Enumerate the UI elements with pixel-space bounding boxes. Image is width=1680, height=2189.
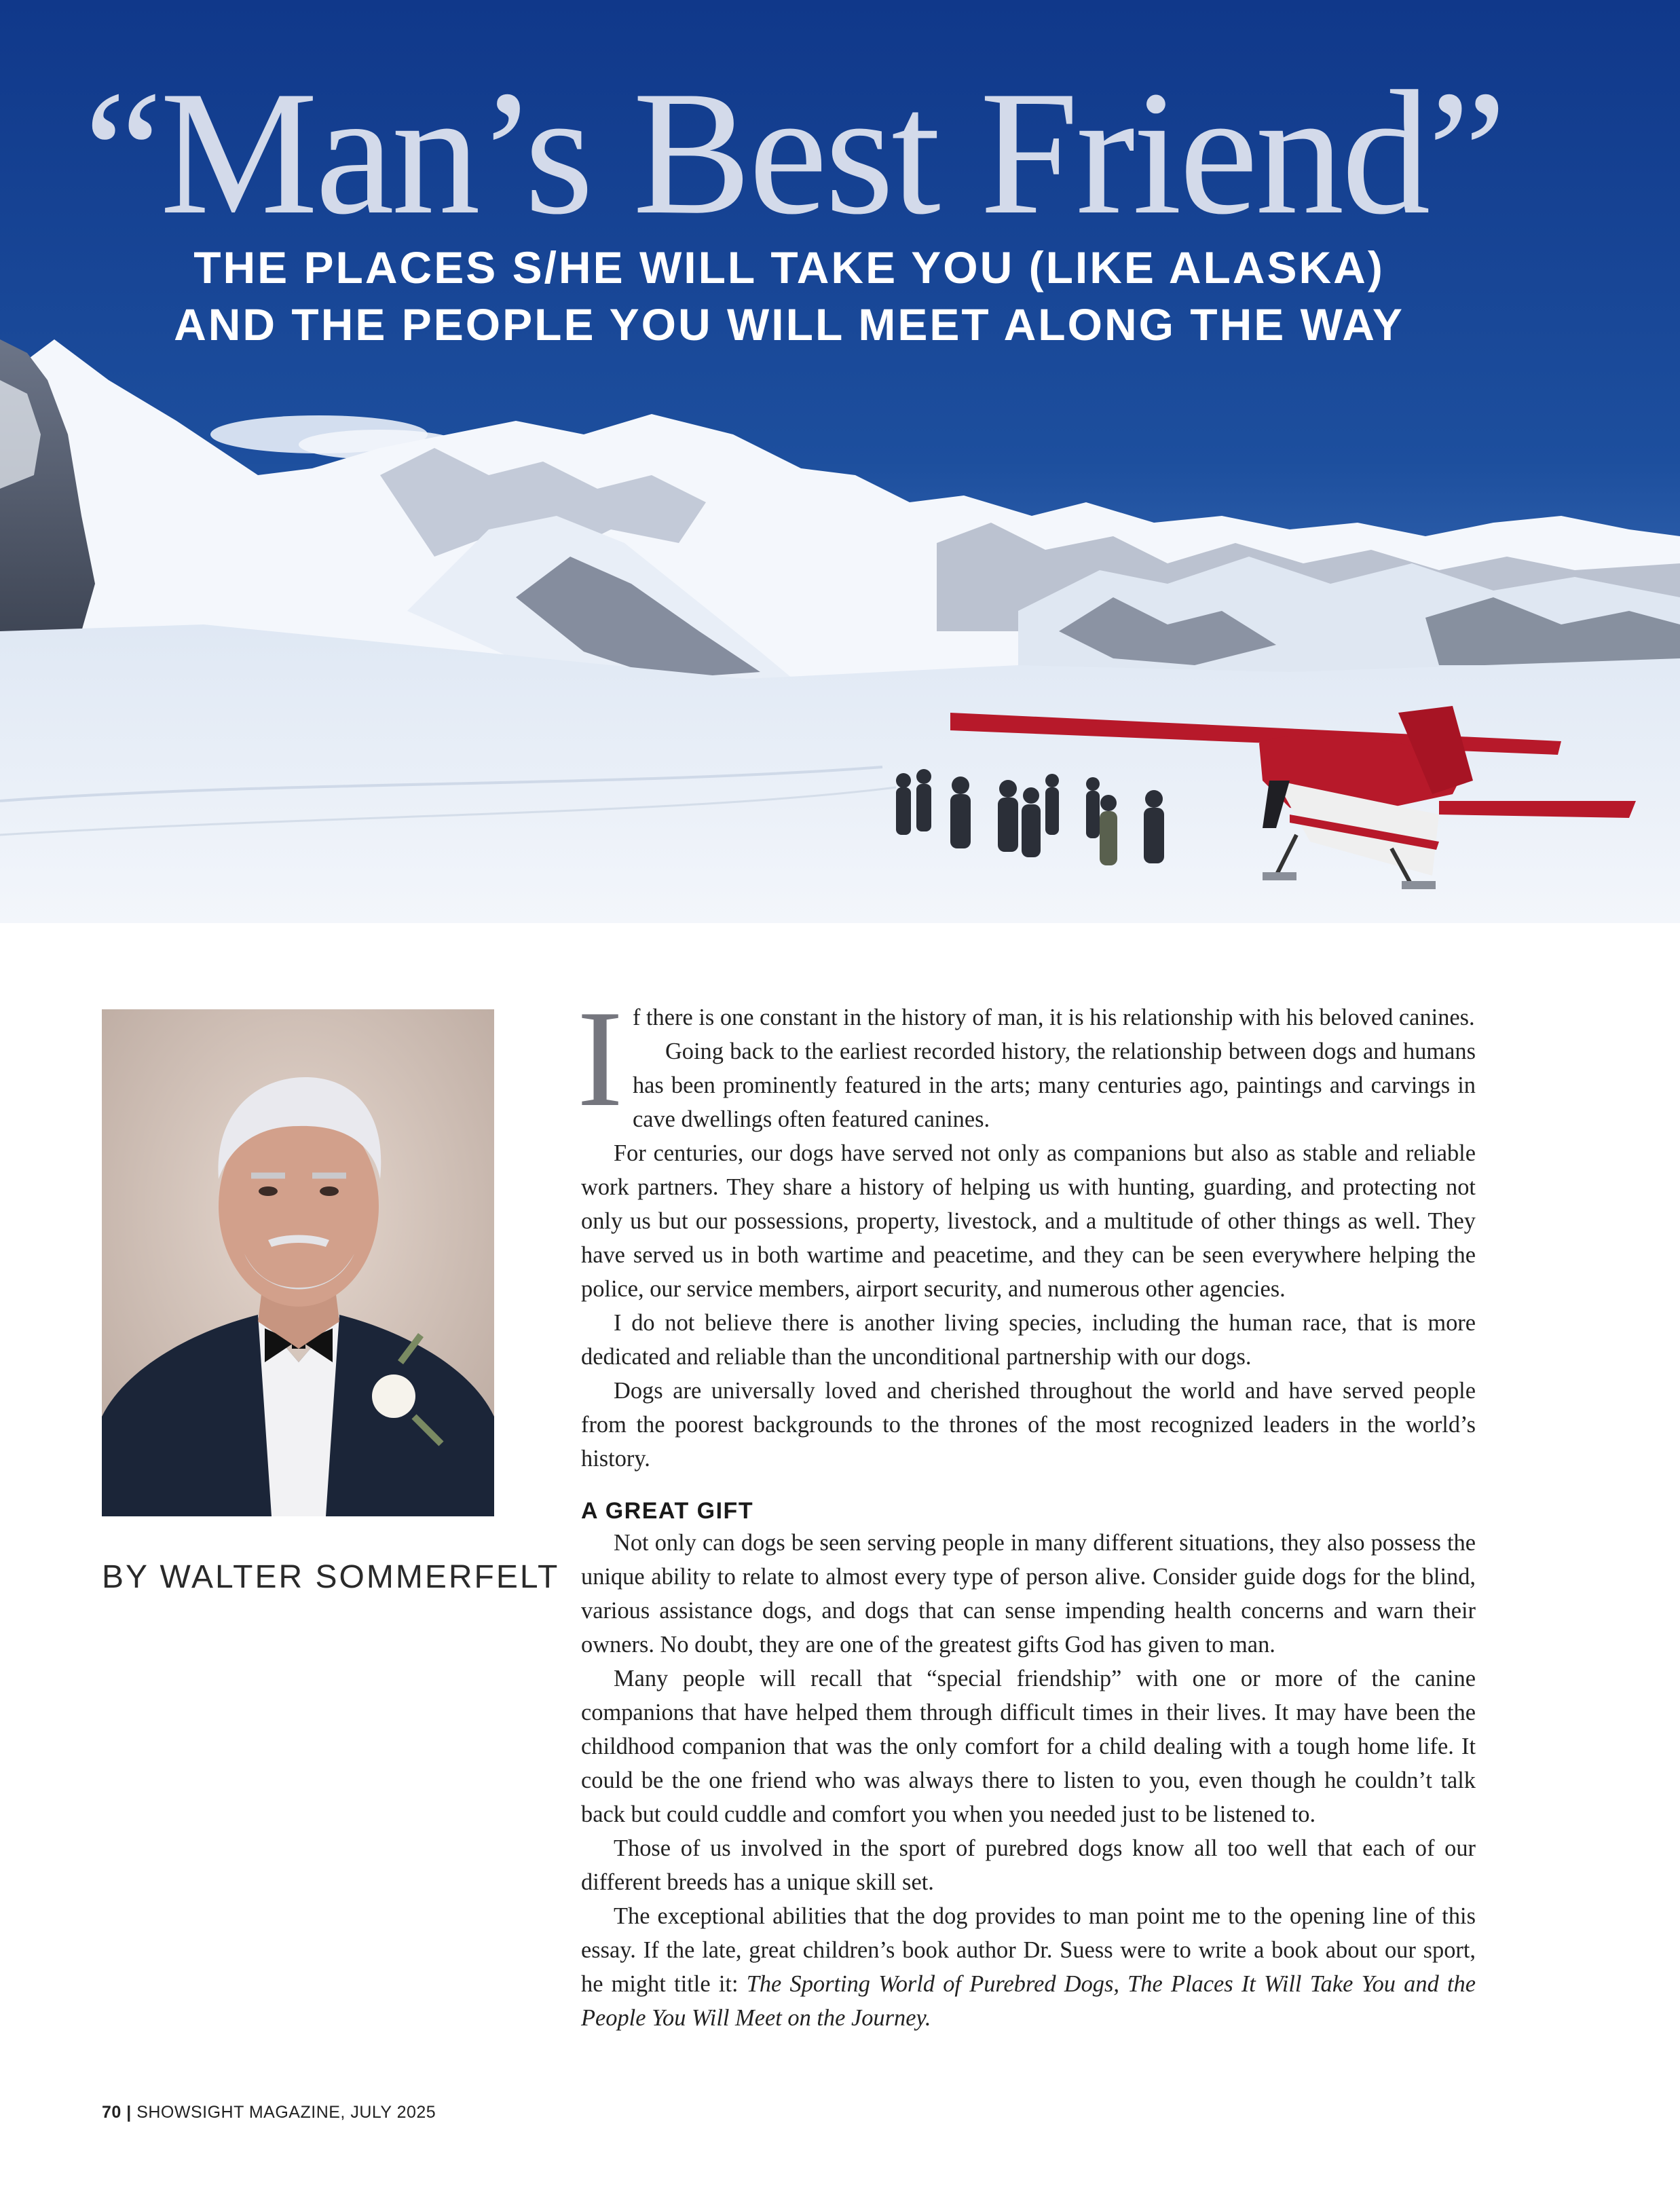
author-portrait-photo-icon	[102, 1009, 494, 1516]
page-number: 70	[102, 2103, 122, 2122]
subtitle-line-1: THE PLACES S/HE WILL TAKE YOU (LIKE ALASKA)	[193, 242, 1385, 293]
subtitle	[0, 239, 1629, 353]
hero-photo	[0, 0, 1680, 923]
subtitle-line-2: AND THE PEOPLE YOU WILL MEET ALONG THE WAY	[174, 299, 1404, 350]
paragraph-1-text: f there is one constant in the history of man, it is his relationship with his beloved canines.	[632, 1005, 1475, 1030]
article-paragraph-3: For centuries, our dogs have served not only as companions but also as stable and reliable work partners. They share a history of helping us with hunting, guarding, and protecting not only us but our possessions, property, livestock, and a multitude of other things as well. They have served us in both wartime and peacetime, and they can be seen everywhere helping the police, our service members, airport security, and numerous other agencies.	[581, 1140, 1476, 1302]
dropcap: I	[577, 982, 623, 1136]
article-paragraph-2: Going back to the earliest recorded history, the relationship between dogs and humans has been prominently featured in the arts; many centuries ago, paintings and carvings in cave dwellings often featured canines.	[632, 1039, 1476, 1132]
page-title: “Man’s Best Friend”	[83, 54, 1504, 251]
article-body	[577, 982, 1476, 2035]
author-portrait	[102, 1009, 494, 1516]
book-title: The Sporting World of Purebred Dogs, The Places It Will Take You and the People You Will Meet on the Journey.	[581, 1971, 1476, 2031]
page-footer	[102, 2103, 436, 2122]
publication-name: SHOWSIGHT MAGAZINE, JULY 2025	[136, 2103, 436, 2122]
article-paragraph-4: I do not believe there is another living species, including the human race, that is more dedicated and reliable than the unconditional partnership with our dogs.	[581, 1310, 1476, 1370]
footer-separator: |	[121, 2103, 137, 2122]
article-paragraph-8: Those of us involved in the sport of purebred dogs know all too well that each of our different breeds has a unique skill set.	[581, 1835, 1476, 1895]
article-paragraph-5: Dogs are universally loved and cherished throughout the world and have served people from the poorest backgrounds to the thrones of the most recognized leaders in the world’s history.	[581, 1378, 1476, 1472]
article-paragraph-7: Many people will recall that “special friendship” with one or more of the canine companions that have helped them through difficult times in their lives. It may have been the childhood companion that was the only comfort for a child dealing with a tough home life. It could be the one friend who was always there to listen to you, even though he couldn’t talk back but could cuddle and comfort you when you needed just to be listened to.	[581, 1666, 1476, 1827]
section-heading: A GREAT GIFT	[581, 1498, 754, 1524]
article-paragraph-9	[581, 1899, 1476, 2035]
author-byline: BY WALTER SOMMERFELT	[102, 1559, 560, 1595]
paragraph-9-text: The exceptional abilities that the dog provides to man point me to the opening line of this essay. If the late, great children’s book author Dr. Suess were to write a book about our sport, he might title it:	[581, 1903, 1476, 1997]
article-paragraph-6: Not only can dogs be seen serving people in many different situations, they also possess the unique ability to relate to almost every type of person alive. Consider guide dogs for the blind, various assistance dogs, and dogs that can sense impending health concerns and warn their owners. No doubt, they are one of the greatest gifts God has given to man.	[581, 1530, 1476, 1658]
